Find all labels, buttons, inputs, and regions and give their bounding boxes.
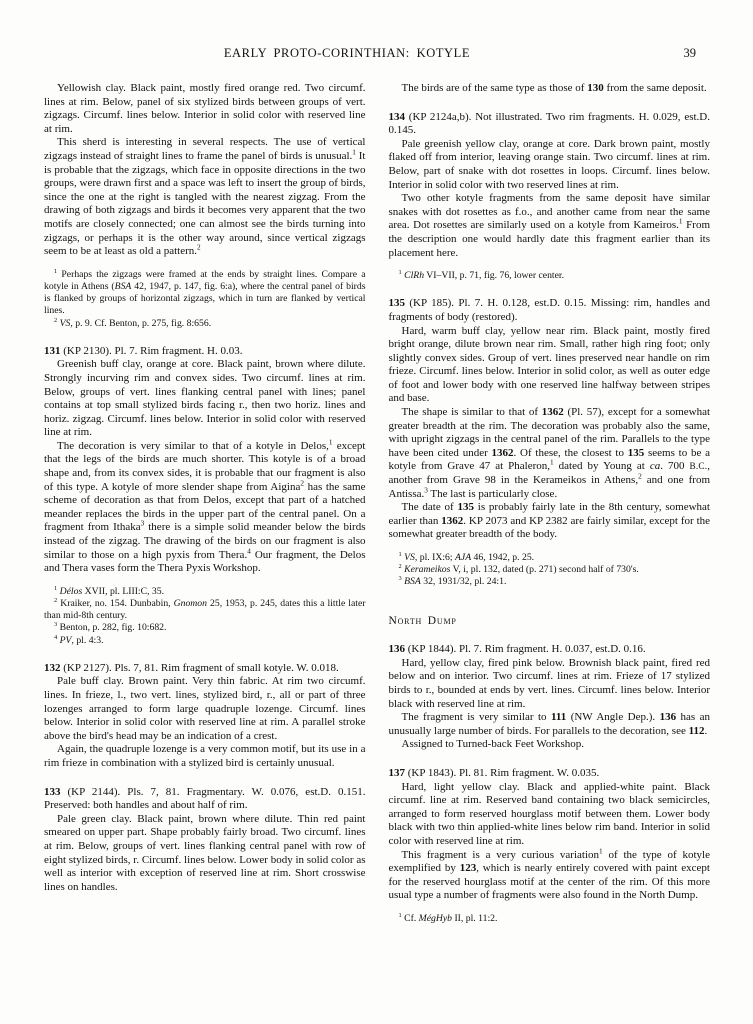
text-run: Pale buff clay. Brown paint. Very thin fabric. At rim two circumf. lines. In frieze, l., two vert. lines, stylized bird, r., all or part of three lozenges arranged to form large quadruple lozenge. Circumf. lines below. Interior in solid color with reserved line at rim. A parallel stroke above the bird's head may be an indication of a crest. <box>44 675 366 742</box>
text-run: This fragment is a very curious variation <box>401 848 599 861</box>
text-run: 112 <box>688 724 705 737</box>
body-paragraph <box>44 743 366 770</box>
text-run: II, pl. 11:2. <box>452 912 498 924</box>
page-header <box>44 46 710 68</box>
text-run: 135 <box>457 501 474 514</box>
text-run: Gnomon <box>173 598 207 610</box>
footnote-marker: 1 <box>54 584 58 592</box>
text-run: This sherd is interesting in several respects. The use of vertical zigzags instead of straight lines to frame the panel of birds is unusual. <box>44 136 366 162</box>
footnote-marker: 3 <box>398 575 402 583</box>
body-paragraph <box>44 82 366 136</box>
right-column <box>389 82 711 925</box>
footnote <box>44 318 366 330</box>
section-heading <box>389 615 711 629</box>
footnote <box>44 635 366 647</box>
text-run: 135 <box>388 297 405 310</box>
text-run: Hard, warm buff clay, yellow near rim. Black paint, mostly fired bright orange, dilute brown near rim. Small, rather high ring foot; only slightly convex sides. Group of vert. lines preserved near handle on rim frieze. Circumf. lines below. Interior in solid color, as well as outer edge of foot and lower body with one reserved line halfway between stripes and base. <box>388 324 710 405</box>
text-run: The date of <box>401 501 458 514</box>
text-run: 135 <box>627 446 645 459</box>
footnote-marker: 1 <box>328 438 333 447</box>
footnote <box>389 552 711 564</box>
text-run: . 700 <box>660 460 690 473</box>
text-run: Pale greenish yellow clay, orange at core. Dark brown paint, mostly flaked off from interior, leaving orange stain. Two circumf. lines at rim. Below, part of snake with dot rosettes in loops. Circumf. lines below. Interior in solid color with two reserved lines at rim. <box>388 137 710 191</box>
text-run: , which is nearly entirely covered with paint except for the reserved hourglass motif at the center of the rim. Of this more usual type a number of fragments were also found in the North Dump. <box>388 862 710 902</box>
catalogue-entry-heading <box>389 767 711 781</box>
text-run: XVII, pl. LIII:C, 35. <box>82 585 165 597</box>
footnote-marker: 4 <box>54 633 58 641</box>
footnote <box>389 270 711 282</box>
text-run: Hard, yellow clay, fired pink below. Brownish black paint, fired red below and on interior. Two circumf. lines at rim. Frieze of 17 stylized birds to r., bounded at ends by vert. lines. Circumf. lines below. Interior black with reserved line at rim. <box>388 656 710 710</box>
text-run: 42, 1947, p. 147, fig. 6:a), where the central panel of birds is flanked by groups of horizontal zigzags, which in turn are flanked by vertical lines. <box>44 280 366 317</box>
text-run: (NW Angle Dep.). <box>566 711 660 724</box>
catalogue-entry-heading <box>44 662 366 676</box>
text-run: 133 <box>44 785 61 798</box>
body-paragraph <box>389 325 711 407</box>
body-paragraph <box>389 781 711 849</box>
text-run: 111 <box>550 711 567 724</box>
text-run: Two other kotyle fragments from the same deposit have similar snakes with dot rosettes as f.o., and another came from near the same area. Dot rosettes are similarly used on a kotyle from Kameiros. <box>388 192 710 232</box>
text-run: 131 <box>44 344 61 357</box>
text-run: 134 <box>388 110 405 123</box>
text-run: Yellowish clay. Black paint, mostly fired orange red. Two circumf. lines at rim. Below, panel of six stylized birds between groups of vert. zigzags. Circumf. lines below. Interior in solid color with reserved line at rim. <box>44 82 366 135</box>
text-run: ca <box>649 460 661 473</box>
footnote <box>44 269 366 318</box>
text-run: . KP 2073 and KP 2382 are fairly similar, except for the somewhat greater breadth of the body. <box>388 514 711 541</box>
catalogue-entry-heading <box>389 643 711 657</box>
text-run: B.C. <box>689 461 708 472</box>
running-title: EARLY PROTO-CORINTHIAN: KOTYLE <box>223 46 471 60</box>
text-run: The last is particularly close. <box>427 487 558 500</box>
text-run: has the same scheme of decoration as that from Delos, except that part of a hatched meander replaces the birds in the upper part of the central panel. On a fragment from Ithaka <box>44 480 366 534</box>
text-run: Hard, light yellow clay. Black and applied-white paint. Black circumf. line at rim. Reserved band containing two black semicircles, arranged to form reserved hourglass motif between them. Lower body black with two thin applied-white lines below rim band. Interior in solid color with reserved line at rim. <box>388 780 710 847</box>
text-run: ClRh <box>404 270 425 282</box>
text-run: of the type of kotyle exemplified by <box>388 848 710 875</box>
text-run: (KP 2130). Pl. 7. Rim fragment. H. 0.03. <box>60 344 243 357</box>
body-paragraph <box>389 192 711 260</box>
text-run: 136 <box>388 643 405 656</box>
text-run: Again, the quadruple lozenge is a very common motif, but its use in a rim frieze in combination with a stylized bird is certainly unusual. <box>44 743 366 769</box>
text-run: North Dump <box>388 614 457 627</box>
text-run: is probably fairly late in the 8th century, somewhat earlier than <box>388 501 710 527</box>
text-run: MégHyb <box>418 912 453 924</box>
body-paragraph <box>389 657 711 711</box>
text-run: Assigned to Turned-back Feet Workshop. <box>401 738 585 751</box>
footnote <box>44 586 366 598</box>
footnote <box>389 913 711 925</box>
body-paragraph <box>389 501 711 542</box>
text-run: (KP 185). Pl. 7. H. 0.128, est.D. 0.15. Missing: rim, handles and fragments of body (restored). <box>388 297 710 323</box>
footnote <box>389 576 711 588</box>
footnote-marker: 3 <box>140 519 145 528</box>
text-run: 32, 1931/32, pl. 24:1. <box>420 576 507 588</box>
footnote-marker: 2 <box>197 243 201 252</box>
text-run: From the description one would hardly date this fragment earlier than its placement here. <box>388 219 710 259</box>
text-run: Cf. <box>401 912 419 924</box>
footnote-marker: 3 <box>424 485 428 494</box>
text-run: Délos <box>59 585 83 597</box>
text-run: VS <box>404 552 415 564</box>
footnote-marker: 2 <box>54 316 58 324</box>
text-run: (KP 2124a,b). Not illustrated. Two rim fragments. H. 0.029, est.D. 0.145. <box>388 110 710 137</box>
text-run: The birds are of the same type as those of <box>401 82 588 94</box>
text-run: VI–VII, p. 71, fig. 76, lower center. <box>424 270 565 282</box>
footnote-marker: 1 <box>398 268 402 276</box>
footnote-marker: 4 <box>247 546 251 555</box>
text-run: V, i, pl. 132, dated (p. 271) second half of 730's. <box>450 564 639 576</box>
text-run: The decoration is very similar to that of a kotyle in Delos, <box>57 439 329 452</box>
footnote-marker: 3 <box>54 621 58 629</box>
catalogue-entry-heading <box>44 345 366 359</box>
footnote-marker: 2 <box>300 479 304 488</box>
text-run: It is probable that the zigzags, which face in opposite directions in the two groups, were drawn first and a space was left to insert the group of birds, since the one at the right is tangled with the nearest zigzag. From the drawing of both zigzags and birds it becomes very apparent that the two motifs are closely connected; one can almost see the birds turning into zigzags, or perhaps it is the other way around, since vertical zigzags seem to be at least as old a pattern. <box>44 149 366 258</box>
text-run: (Pl. 57), except for a somewhat greater breadth at the rim. The decoration was probably also the same, with upright zigzags in the central panel of the rim. Parallels to the type have been cited under <box>388 406 711 459</box>
body-paragraph <box>44 358 366 440</box>
text-run: (KP 2127). Pls. 7, 81. Rim fragment of small kotyle. W. 0.018. <box>60 661 339 674</box>
body-paragraph <box>44 440 366 576</box>
left-column <box>44 82 366 925</box>
text-run: 1362 <box>541 406 564 419</box>
text-run: dated by Young at <box>553 460 650 473</box>
body-paragraph <box>44 136 366 258</box>
text-run: 136 <box>659 711 677 724</box>
footnote-marker: 1 <box>54 267 58 275</box>
footnote-marker: 1 <box>599 846 603 855</box>
catalogue-entry-heading <box>389 297 711 324</box>
text-run: The fragment is very similar to <box>401 711 551 724</box>
text-run: 25, 1953, p. 245, dates this a little later than mid-8th century. <box>44 598 366 622</box>
body-paragraph <box>388 846 711 903</box>
footnote-marker: 1 <box>398 550 402 558</box>
text-run: 130 <box>587 82 604 94</box>
body-paragraph <box>389 738 711 752</box>
text-run: , pl. 4:3. <box>71 634 104 646</box>
text-run: Greenish buff clay, orange at core. Black paint, brown where dilute. Strongly incurving rim and convex sides. Two circumf. lines at rim. Below, groups of vert. lines flanking central panel with lines; panel contains at top small stylized birds facing r., then two horiz. lines and horiz. zigzag. Circumf. lines below. Interior in solid color with reserved line at rim. <box>44 358 366 439</box>
text-run: BSA <box>404 576 421 588</box>
text-run: Benton, p. 282, fig. 10:682. <box>57 622 167 634</box>
body-paragraph <box>389 82 711 96</box>
text-run: VS <box>59 317 71 329</box>
text-run: The shape is similar to that of <box>401 406 542 419</box>
text-run: BSA <box>114 280 132 292</box>
text-run: , another from Grave 98 in the Kerameikos in Athens, <box>388 460 710 487</box>
text-run: has an unusually large number of birds. For parallels to the decoration, see <box>388 711 711 737</box>
body-paragraph <box>389 711 711 738</box>
text-run: 1362 <box>441 514 464 527</box>
text-run: Kerameikos <box>404 564 451 576</box>
text-run: 137 <box>388 766 405 779</box>
footnote <box>44 598 366 622</box>
text-run: from the same deposit. <box>603 82 707 94</box>
text-run: AJA <box>454 552 472 564</box>
text-run: and one from Antissa. <box>388 474 710 500</box>
text-run: , p. 9. Cf. Benton, p. 275, fig. 8:656. <box>70 317 212 329</box>
text-run: Perhaps the zigzags were framed at the ends by straight lines. Compare a kotyle in Athens ( <box>44 268 366 292</box>
text-run: (KP 1844). Pl. 7. Rim fragment. H. 0.037, est.D. 0.16. <box>405 643 646 656</box>
text-run: . Of these, the closest to <box>513 446 628 459</box>
text-run: (KP 1843). Pl. 81. Rim fragment. W. 0.035. <box>405 766 600 779</box>
footnote <box>44 622 366 634</box>
text-columns <box>44 82 710 925</box>
text-run: . <box>704 724 708 737</box>
footnote-marker: 2 <box>54 596 58 604</box>
text-run: seems to be a kotyle from Grave 47 at Phaleron, <box>388 446 711 473</box>
footnote-marker: 1 <box>352 148 356 157</box>
body-paragraph <box>44 813 366 895</box>
catalogue-entry-heading <box>44 786 366 813</box>
text-run: (KP 2144). Pls. 7, 81. Fragmentary. W. 0.076, est.D. 0.151. Preserved: both handles and about half of rim. <box>44 785 366 812</box>
footnote-marker: 1 <box>550 458 554 467</box>
text-run: 132 <box>44 661 61 674</box>
text-run: 1362 <box>491 446 514 459</box>
body-paragraph <box>389 138 711 192</box>
text-run: there is a simple solid meander below the birds instead of the zigzag. The drawing of the birds on our fragment is also similar to those on a high pyxis from Thera. <box>44 521 366 561</box>
text-run: , pl. IX:6; <box>414 552 455 564</box>
text-run: 46, 1942, p. 25. <box>471 552 535 564</box>
text-run: Kraiker, no. 154. Dunbabin, <box>57 598 174 610</box>
body-paragraph <box>44 675 366 743</box>
body-paragraph <box>389 406 711 501</box>
text-run: PV <box>59 634 72 646</box>
footnote-marker: 1 <box>678 217 683 226</box>
footnote-marker: 2 <box>638 472 642 481</box>
footnote <box>389 564 711 576</box>
catalogue-entry-heading <box>389 111 711 138</box>
text-run: 123 <box>459 862 477 875</box>
footnote-marker: 1 <box>398 911 402 919</box>
text-run: except that the legs of the birds are much shorter. This kotyle is of a broad shape and, from its convex sides, it is probable that our fragment is also of this type. A kotyle of more slender shape from Aigina <box>44 439 366 493</box>
page-number: 39 <box>683 46 696 60</box>
text-run: Pale green clay. Black paint, brown where dilute. Thin red paint smeared on upper part. Shape probably fairly broad. Two circumf. lines at rim. Below, groups of vert. lines flanking central panel with row of eight stylized birds, r. Circumf. lines below. Lower body in solid color as well as interior with exception of reserved line at rim. Short crosswise lines on handles. <box>44 812 366 893</box>
footnote-marker: 2 <box>398 562 402 570</box>
text-run: Our fragment, the Delos and Thera vases form the Thera Pyxis Workshop. <box>44 548 366 575</box>
